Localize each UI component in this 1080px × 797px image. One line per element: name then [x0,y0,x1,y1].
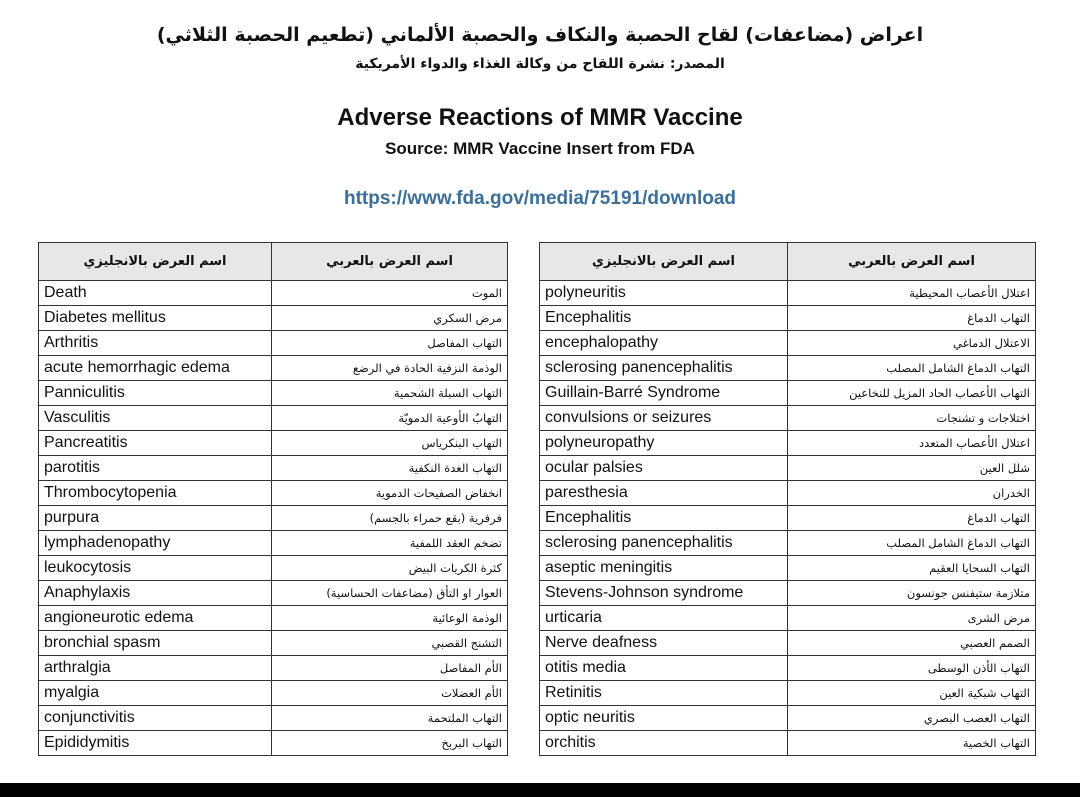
arabic-name-cell: كثرة الكريات البيض [272,556,508,581]
table-row [39,331,508,356]
arabic-name-cell: التهاب البربخ [272,731,508,756]
english-name-cell: conjunctivitis [39,706,272,731]
left-reactions-table [38,242,508,756]
arabic-name-header: اسم العرض بالعربي [788,243,1036,281]
english-name-cell: arthralgia [39,656,272,681]
right-table-body [540,281,1036,756]
table-row [39,506,508,531]
english-name-cell: Nerve deafness [540,631,788,656]
english-name-cell: urticaria [540,606,788,631]
arabic-name-cell: التهاب السحايا العقيم [788,556,1036,581]
english-name-cell: bronchial spasm [39,631,272,656]
table-row [540,656,1036,681]
table-row [39,431,508,456]
arabic-name-cell: التهاب الدماغ [788,306,1036,331]
arabic-name-cell: التهاب الخصية [788,731,1036,756]
english-name-cell: Vasculitis [39,406,272,431]
arabic-name-cell: التهاب الأذن الوسطى [788,656,1036,681]
arabic-name-cell: الأم المفاصل [272,656,508,681]
arabic-name-cell: التهاب البنكرياس [272,431,508,456]
table-row [540,706,1036,731]
arabic-name-cell: الخدران [788,481,1036,506]
fda-source-link[interactable]: https://www.fda.gov/media/75191/download [343,188,737,209]
english-title: Adverse Reactions of MMR Vaccine [337,104,743,131]
english-name-cell: sclerosing panencephalitis [540,356,788,381]
arabic-name-cell: مرض السكري [272,306,508,331]
arabic-name-cell: تضخم العقد اللمفية [272,531,508,556]
table-row [39,706,508,731]
english-name-cell: purpura [39,506,272,531]
arabic-name-cell: التهاب الدماغ الشامل المصلب [788,356,1036,381]
english-name-cell: sclerosing panencephalitis [540,531,788,556]
english-name-cell: Thrombocytopenia [39,481,272,506]
arabic-name-cell: فرفرية (بقع حمراء بالجسم) [272,506,508,531]
arabic-name-cell: متلازمة ستيفنس جونسون [788,581,1036,606]
table-row [540,381,1036,406]
english-name-cell: Encephalitis [540,306,788,331]
table-row [39,606,508,631]
table-row [540,731,1036,756]
table-row [39,656,508,681]
english-name-header: اسم العرض بالانجليزي [540,243,788,281]
table-row [540,531,1036,556]
arabic-source-line: المصدر: نشرة اللقاح من وكالة الغذاء والدواء الأمريكية [355,56,725,72]
table-row [39,406,508,431]
arabic-name-cell: مرض الشرى [788,606,1036,631]
english-name-cell: Encephalitis [540,506,788,531]
table-row [540,356,1036,381]
english-name-cell: Anaphylaxis [39,581,272,606]
table-row [540,506,1036,531]
english-name-header: اسم العرض بالانجليزي [39,243,272,281]
arabic-name-cell: الموت [272,281,508,306]
english-name-cell: myalgia [39,681,272,706]
left-table-body [39,281,508,756]
table-row [540,556,1036,581]
english-name-cell: acute hemorrhagic edema [39,356,272,381]
table-row [39,581,508,606]
table-row [39,731,508,756]
table-row [540,481,1036,506]
arabic-name-cell: الصمم العصبي [788,631,1036,656]
arabic-name-cell: اعتلال الأعصاب المحيطية [788,281,1036,306]
table-row [39,481,508,506]
english-name-cell: leukocytosis [39,556,272,581]
table-row [540,281,1036,306]
table-row [540,431,1036,456]
arabic-title: اعراض (مضاعفات) لقاح الحصبة والنكاف والحصبة الألماني (تطعيم الحصبة الثلاثي) [156,24,924,46]
arabic-name-cell: التهاب الدماغ الشامل المصلب [788,531,1036,556]
arabic-name-cell: التهاب شبكية العين [788,681,1036,706]
english-name-cell: aseptic meningitis [540,556,788,581]
arabic-name-cell: التهاب العصب البصري [788,706,1036,731]
table-row [540,681,1036,706]
arabic-name-cell: اختلاجات و تشنجات [788,406,1036,431]
arabic-name-cell: الوذمة الوعائية [272,606,508,631]
arabic-name-cell: التهاب المفاصل [272,331,508,356]
english-name-cell: polyneuropathy [540,431,788,456]
table-row [540,456,1036,481]
table-row [540,306,1036,331]
english-name-cell: Diabetes mellitus [39,306,272,331]
table-row [39,631,508,656]
english-name-cell: ocular palsies [540,456,788,481]
english-name-cell: otitis media [540,656,788,681]
english-name-cell: Arthritis [39,331,272,356]
english-name-cell: orchitis [540,731,788,756]
table-row [39,281,508,306]
arabic-name-cell: العوار او التأق (مضاعفات الحساسية) [272,581,508,606]
table-header-row [39,243,508,281]
english-name-cell: Retinitis [540,681,788,706]
table-header-row [540,243,1036,281]
table-row [540,406,1036,431]
right-reactions-table [539,242,1036,756]
arabic-name-cell: الوذمة النزفية الحادة في الرضع [272,356,508,381]
english-name-cell: polyneuritis [540,281,788,306]
english-source-line: Source: MMR Vaccine Insert from FDA [385,139,695,158]
table-row [39,556,508,581]
arabic-name-cell: شلل العين [788,456,1036,481]
english-name-cell: lymphadenopathy [39,531,272,556]
table-row [39,531,508,556]
arabic-name-cell: اعتلال الأعصاب المتعدد [788,431,1036,456]
arabic-name-cell: التهاب السبلة الشحمية [272,381,508,406]
english-name-cell: Panniculitis [39,381,272,406]
english-name-cell: Stevens-Johnson syndrome [540,581,788,606]
arabic-name-cell: التهاب الدماغ [788,506,1036,531]
table-row [39,306,508,331]
english-name-cell: optic neuritis [540,706,788,731]
english-name-cell: angioneurotic edema [39,606,272,631]
arabic-name-cell: الأم العضلات [272,681,508,706]
arabic-name-header: اسم العرض بالعربي [272,243,508,281]
english-name-cell: convulsions or seizures [540,406,788,431]
table-row [39,681,508,706]
english-name-cell: encephalopathy [540,331,788,356]
english-name-cell: Epididymitis [39,731,272,756]
english-name-cell: Pancreatitis [39,431,272,456]
arabic-name-cell: التهابُ الأوعية الدمويّة [272,406,508,431]
arabic-name-cell: انخفاض الصفيحات الدموية [272,481,508,506]
english-name-cell: Guillain-Barré Syndrome [540,381,788,406]
arabic-name-cell: الاعتلال الدماغي [788,331,1036,356]
english-name-cell: parotitis [39,456,272,481]
arabic-name-cell: التهاب الغدة النكفية [272,456,508,481]
english-name-cell: paresthesia [540,481,788,506]
table-row [39,381,508,406]
table-row [39,356,508,381]
arabic-name-cell: التشنج القصبي [272,631,508,656]
table-row [39,456,508,481]
table-row [540,581,1036,606]
arabic-name-cell: التهاب الأعصاب الحاد المزيل للنخاعين [788,381,1036,406]
table-row [540,631,1036,656]
table-row [540,606,1036,631]
english-name-cell: Death [39,281,272,306]
arabic-name-cell: التهاب الملتحمة [272,706,508,731]
bottom-black-bar [0,783,1080,797]
table-row [540,331,1036,356]
